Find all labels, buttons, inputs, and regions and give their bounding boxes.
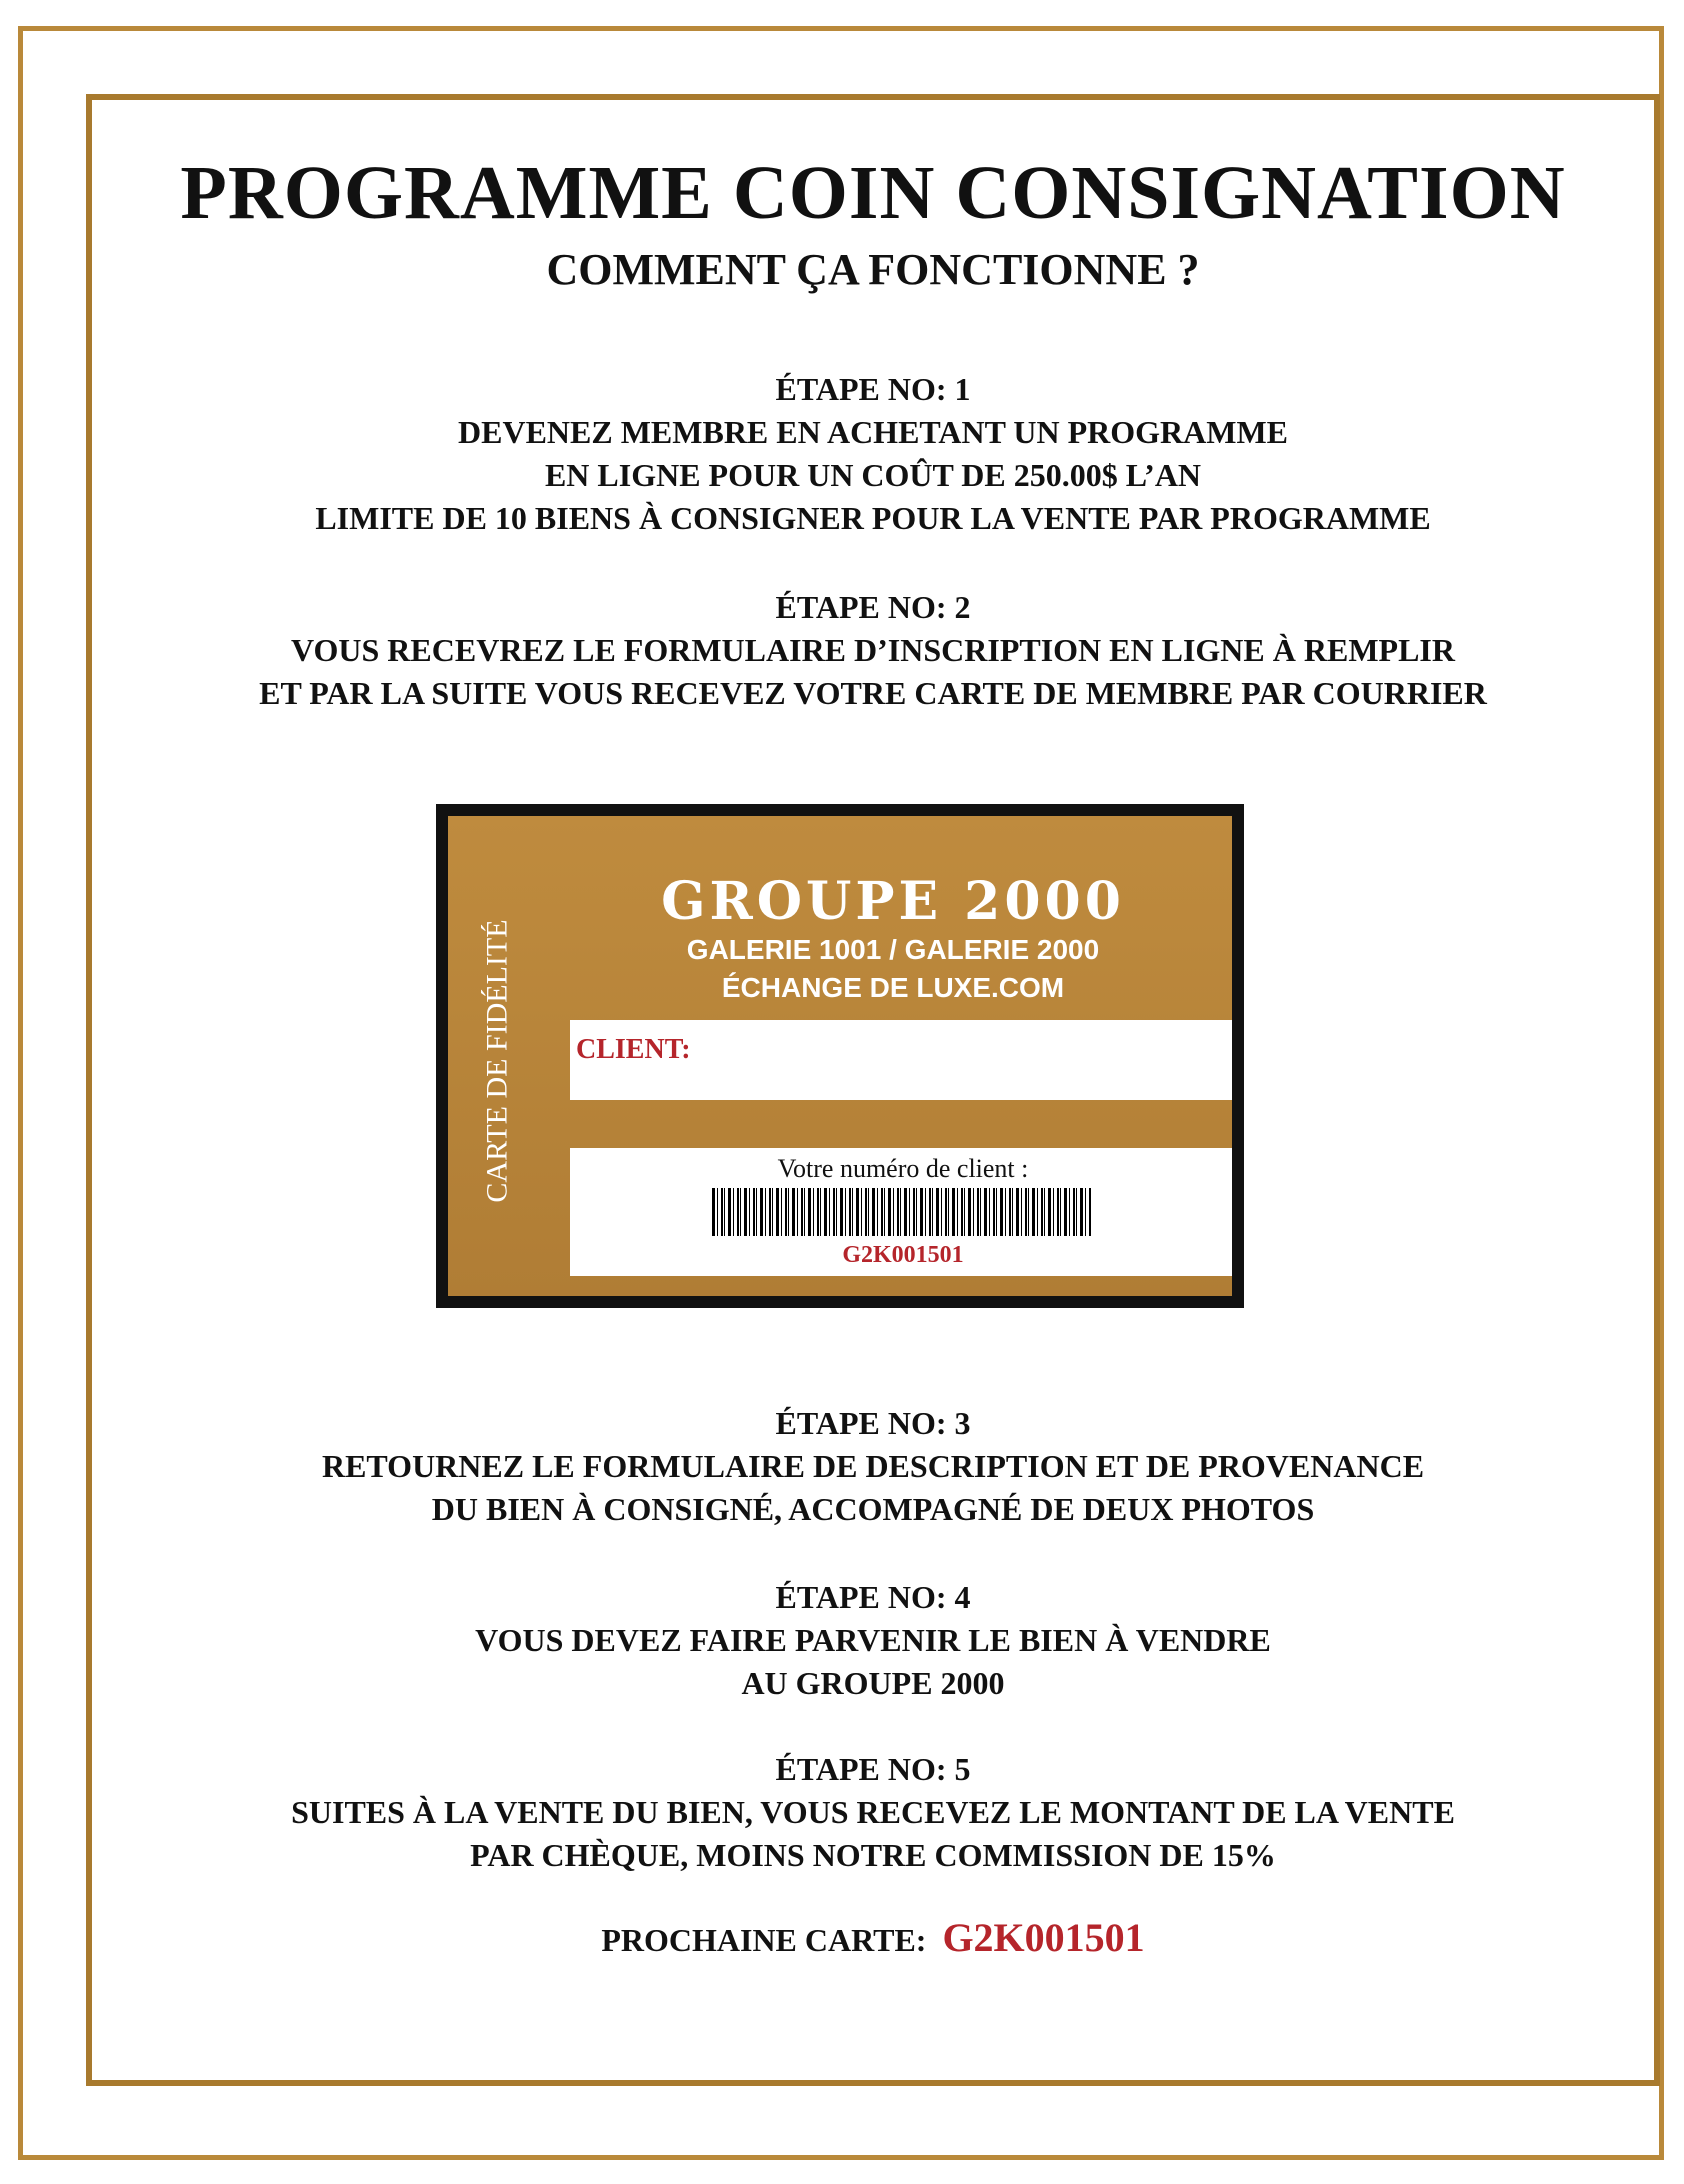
step-line: VOUS DEVEZ FAIRE PARVENIR LE BIEN À VENDRE [475, 1622, 1271, 1658]
client-number-box [570, 1148, 1236, 1276]
next-card-number: G2K001501 [942, 1915, 1145, 1960]
step-line: EN LIGNE POUR UN COÛT DE 250.00$ L’AN [544, 457, 1202, 493]
client-number-label: Votre numéro de client : [777, 1154, 1029, 1183]
step-heading: ÉTAPE NO: 1 [775, 371, 971, 407]
step-line: LIMITE DE 10 BIENS À CONSIGNER POUR LA VENTE PAR PROGRAMME [315, 500, 1431, 536]
page-subtitle: COMMENT ÇA FONCTIONNE ? [546, 245, 1200, 294]
step-3 [92, 1402, 1654, 1531]
card-website: ÉCHANGE DE LUXE.COM [721, 972, 1065, 1003]
barcode-image [712, 1188, 1092, 1236]
card-side-text: CARTE DE FIDÉLITÉ [481, 919, 514, 1203]
step-line: DU BIEN À CONSIGNÉ, ACCOMPAGNÉ DE DEUX PHOTOS [431, 1491, 1315, 1527]
step-heading: ÉTAPE NO: 5 [775, 1751, 971, 1787]
step-line: RETOURNEZ LE FORMULAIRE DE DESCRIPTION ET DE PROVENANCE [321, 1448, 1425, 1484]
card-brand: GROUPE 2000 [661, 871, 1125, 932]
step-1 [92, 368, 1654, 540]
client-label: CLIENT: [576, 1034, 691, 1065]
step-line: ET PAR LA SUITE VOUS RECEVEZ VOTRE CARTE DE MEMBRE PAR COURRIER [259, 675, 1487, 711]
client-number: G2K001501 [842, 1242, 964, 1268]
card-galleries: GALERIE 1001 / GALERIE 2000 [686, 934, 1100, 965]
step-line: PAR CHÈQUE, MOINS NOTRE COMMISSION DE 15% [470, 1837, 1276, 1873]
step-2 [92, 586, 1654, 715]
step-heading: ÉTAPE NO: 4 [775, 1579, 971, 1615]
step-heading: ÉTAPE NO: 2 [775, 589, 971, 625]
loyalty-card [436, 804, 1244, 1308]
step-line: AU GROUPE 2000 [741, 1665, 1005, 1701]
next-card-line [92, 1916, 1654, 1962]
page-title: PROGRAMME COIN CONSIGNATION [180, 151, 1566, 235]
step-4 [92, 1576, 1654, 1705]
step-line: VOUS RECEVREZ LE FORMULAIRE D’INSCRIPTION EN LIGNE À REMPLIR [291, 632, 1455, 668]
step-line: SUITES À LA VENTE DU BIEN, VOUS RECEVEZ LE MONTANT DE LA VENTE [291, 1794, 1455, 1830]
step-5 [92, 1748, 1654, 1877]
step-line: DEVENEZ MEMBRE EN ACHETANT UN PROGRAMME [458, 414, 1288, 450]
card-side-label [472, 866, 524, 1256]
step-heading: ÉTAPE NO: 3 [775, 1405, 971, 1441]
client-field [570, 1020, 1236, 1100]
next-card-label: PROCHAINE CARTE: [601, 1922, 927, 1958]
